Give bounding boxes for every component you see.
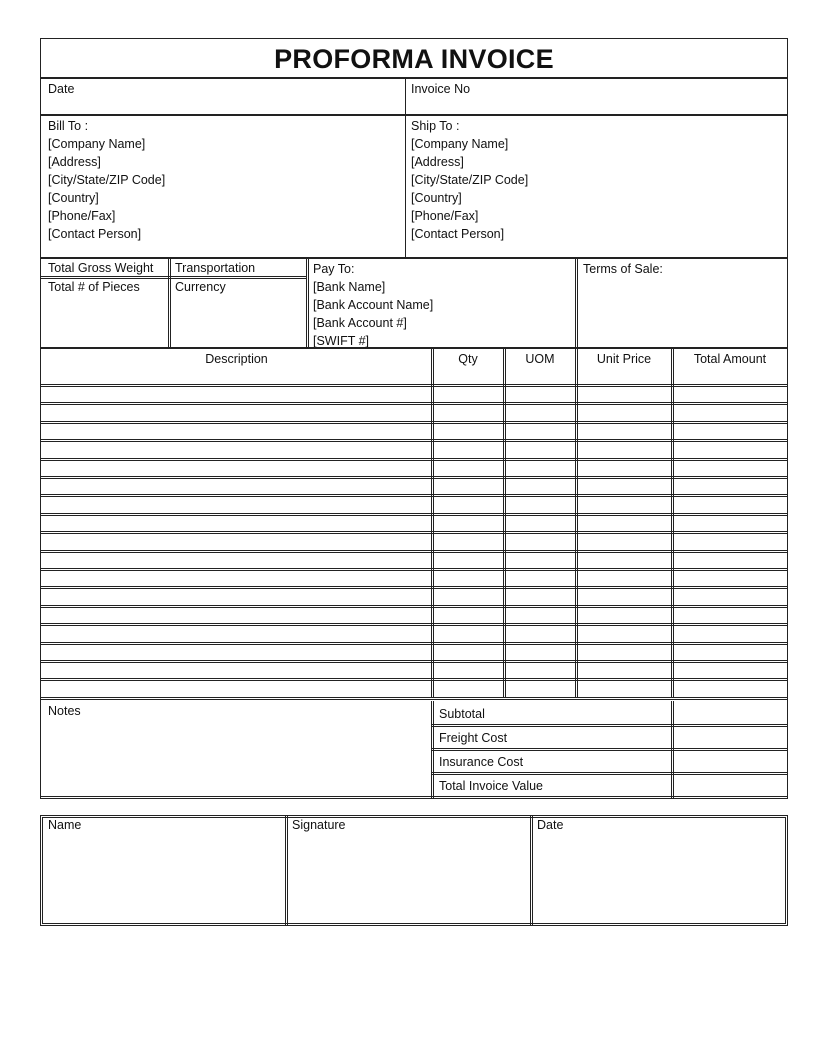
invoice-no-label: Invoice No	[411, 82, 471, 96]
table-header-divider	[41, 384, 787, 385]
pay-to-swift: [SWIFT #]	[313, 334, 370, 348]
terms-of-sale-label: Terms of Sale:	[583, 262, 663, 276]
table-row	[41, 680, 787, 681]
ship-to-phone: [Phone/Fax]	[411, 209, 479, 223]
pay-to-label: Pay To:	[313, 262, 355, 276]
currency-label: Currency	[175, 280, 226, 294]
table-row	[41, 533, 787, 534]
table-row	[41, 623, 787, 624]
signoff-divider-1	[285, 816, 286, 925]
table-row	[41, 570, 787, 571]
shipping-divider-2b	[308, 259, 309, 348]
page-title: PROFORMA INVOICE	[274, 44, 554, 74]
totals-divider-1b	[432, 726, 787, 727]
pay-to-block	[313, 260, 433, 350]
shipping-divider-2	[306, 259, 307, 348]
bill-to-phone: [Phone/Fax]	[48, 209, 116, 223]
col-description: Description	[205, 352, 268, 366]
address-divider	[405, 116, 406, 258]
table-row	[41, 552, 787, 553]
ship-to-label: Ship To :	[411, 119, 460, 133]
bill-to-address: [Address]	[48, 155, 101, 169]
signoff-divider-2b	[532, 816, 533, 925]
header-divider	[405, 79, 406, 115]
total-gross-weight-label: Total Gross Weight	[48, 261, 154, 275]
table-row	[41, 531, 787, 532]
table-row	[41, 588, 787, 589]
table-row	[41, 478, 787, 479]
totals-divider-3	[432, 772, 787, 773]
terms-divider	[575, 259, 576, 348]
ship-to-contact: [Contact Person]	[411, 227, 505, 241]
table-row	[41, 678, 787, 679]
table-row	[41, 607, 787, 608]
table-row	[41, 513, 787, 514]
table-row	[41, 568, 787, 569]
table-row	[41, 515, 787, 516]
pay-to-bank-name: [Bank Name]	[313, 280, 386, 294]
table-row	[41, 586, 787, 587]
pay-to-account-number: [Bank Account #]	[313, 316, 407, 330]
totals-divider-2b	[432, 750, 787, 751]
ship-to-company: [Company Name]	[411, 137, 509, 151]
terms-divider-b	[577, 259, 578, 348]
bill-to-contact: [Contact Person]	[48, 227, 142, 241]
bill-to-company: [Company Name]	[48, 137, 146, 151]
table-row	[41, 605, 787, 606]
table-row	[41, 642, 787, 643]
ship-to-country: [Country]	[411, 191, 462, 205]
signoff-date-label: Date	[537, 818, 564, 832]
table-row	[41, 460, 787, 461]
ship-to-city: [City/State/ZIP Code]	[411, 173, 529, 187]
totals-divider-2	[432, 748, 787, 749]
bill-to-label: Bill To :	[48, 119, 89, 133]
total-invoice-value-label: Total Invoice Value	[439, 779, 543, 793]
table-row	[41, 550, 787, 551]
signoff-divider-2	[530, 816, 531, 925]
col-uom: UOM	[525, 352, 555, 366]
col-qty: Qty	[458, 352, 478, 366]
shipping-bottom-divider	[41, 347, 787, 349]
freight-cost-label: Freight Cost	[439, 731, 508, 745]
bill-to-city: [City/State/ZIP Code]	[48, 173, 166, 187]
bill-to-block	[48, 117, 165, 243]
totals-divider-1	[432, 724, 787, 725]
table-row	[41, 423, 787, 424]
insurance-cost-label: Insurance Cost	[439, 755, 524, 769]
ship-to-block	[411, 117, 528, 243]
table-row	[41, 494, 787, 495]
signoff-divider-1b	[287, 816, 288, 925]
ship-to-address: [Address]	[411, 155, 464, 169]
notes-label: Notes	[48, 704, 81, 718]
signoff-signature-label: Signature	[292, 818, 346, 832]
title-divider	[41, 77, 787, 79]
table-row	[41, 458, 787, 459]
table-row	[41, 441, 787, 442]
bill-to-country: [Country]	[48, 191, 99, 205]
table-row	[41, 404, 787, 405]
table-row	[41, 699, 787, 700]
table-header-divider	[41, 386, 787, 387]
date-label: Date	[48, 82, 75, 96]
table-row	[41, 644, 787, 645]
total-pieces-label: Total # of Pieces	[48, 280, 140, 294]
table-row	[41, 439, 787, 440]
col-unit-price: Unit Price	[596, 352, 652, 366]
table-row	[41, 662, 787, 663]
shipping-divider-1	[168, 259, 169, 348]
frame-bottom-inner	[41, 796, 787, 797]
table-row	[41, 625, 787, 626]
table-row	[41, 476, 787, 477]
signoff-name-label: Name	[48, 818, 82, 832]
shipping-divider-1b	[170, 259, 171, 348]
totals-divider-3b	[432, 774, 787, 775]
signoff-frame-inner	[42, 817, 786, 924]
pay-to-account-name: [Bank Account Name]	[313, 298, 434, 312]
table-row	[41, 660, 787, 661]
subtotal-label: Subtotal	[439, 707, 485, 721]
table-row	[41, 697, 787, 698]
table-row	[41, 496, 787, 497]
table-row	[41, 402, 787, 403]
table-row	[41, 421, 787, 422]
transportation-label: Transportation	[175, 261, 256, 275]
col-total-amount: Total Amount	[693, 352, 767, 366]
header-bottom-divider	[41, 114, 787, 116]
